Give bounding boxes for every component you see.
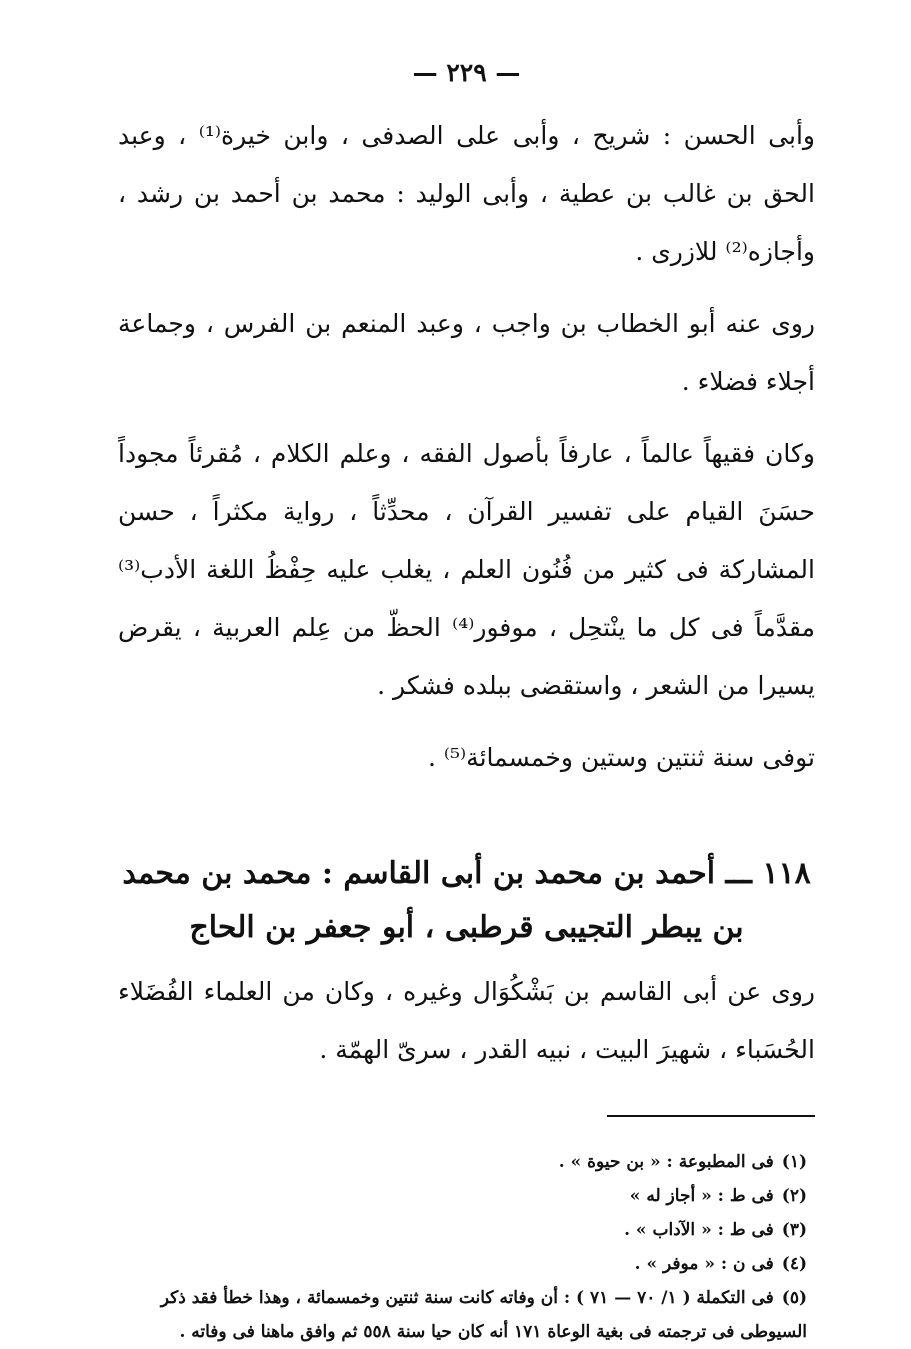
footnote-text: فى ن : « موفر » . <box>634 1254 774 1274</box>
footnote-item <box>118 1247 815 1281</box>
footnote-item <box>118 1281 815 1349</box>
entry-text: روى عن أبى القاسم بن بَشْكُوَال وغيره ، وكان من العلماء الفُضَلاء الحُسَباء ، شهيرَ البيت ، نبيه القدر ، سرىّ الهمّة . <box>118 977 815 1064</box>
footnote-divider <box>607 1115 815 1117</box>
paragraph-students: روى عنه أبو الخطاب بن واجب ، وعبد المنعم بن الفرس ، وجماعة أجلاء فضلاء . <box>118 309 815 396</box>
footnote-number: (٣) <box>781 1220 807 1240</box>
footnote-text: فى التكملة ( ١/ ٧٠ — ٧١ ) : أن وفاته كانت سنة ثنتين وخمسمائة ، وهذا خطأ فقد ذكر السيوطى فى ترجمته فى بغية الوعاة ١٧١ أنه كان حيا سنة ٥٥٨ ثم وافق ماهنا فى وفاته . <box>160 1288 807 1342</box>
footnote-item <box>118 1179 815 1213</box>
footnote-number: (١) <box>781 1152 807 1172</box>
page-number: — ٢٢٩ — <box>412 58 521 87</box>
footnote-number: (٥) <box>781 1288 807 1308</box>
footnote-item <box>118 1145 815 1179</box>
entry-heading: ١١٨ ـــ أحمد بن محمد بن أبى القاسم : محمد بن محمد بن يبطر التجيبى قرطبى ، أبو جعفر بن الحاج <box>122 856 811 945</box>
footnote-number: (٢) <box>781 1186 807 1206</box>
footnote-number: (٤) <box>781 1254 807 1274</box>
footnote-item <box>118 1213 815 1247</box>
footnote-text: فى المطبوعة : « بن حيوة » . <box>558 1152 774 1172</box>
footnotes <box>118 1145 815 1349</box>
footnote-text: فى ط : « أجاز له » <box>629 1186 774 1206</box>
paragraph-death: توفى سنة ثنتين وستين وخمسمائة⁽⁵⁾ . <box>427 743 815 772</box>
paragraph-description: وكان فقيهاً عالماً ، عارفاً بأصول الفقه ، وعلم الكلام ، مُقرئاً مجوداً حسَنَ القيام على تفسير القرآن ، محدِّثاً ، رواية مكثراً ، حسن المشاركة فى كثير من فُنُون العلم ، يغلب عليه حِفْظُ اللغة الأدب⁽³⁾ مقدَّماً فى كل ما ينْتحِل ، موفور⁽⁴⁾ الحظّ من عِلم العربية ، يقرض يسيرا من الشعر ، واستقضى ببلده فشكر . <box>118 439 815 700</box>
footnote-text: فى ط : « الآداب » . <box>624 1220 774 1240</box>
paragraph-teachers: وأبى الحسن : شريح ، وأبى على الصدفى ، وابن خيرة⁽¹⁾ ، وعبد الحق بن غالب بن عطية ، وأبى الوليد : محمد بن أحمد بن رشد ، وأجازه⁽²⁾ للازرى . <box>118 121 816 266</box>
